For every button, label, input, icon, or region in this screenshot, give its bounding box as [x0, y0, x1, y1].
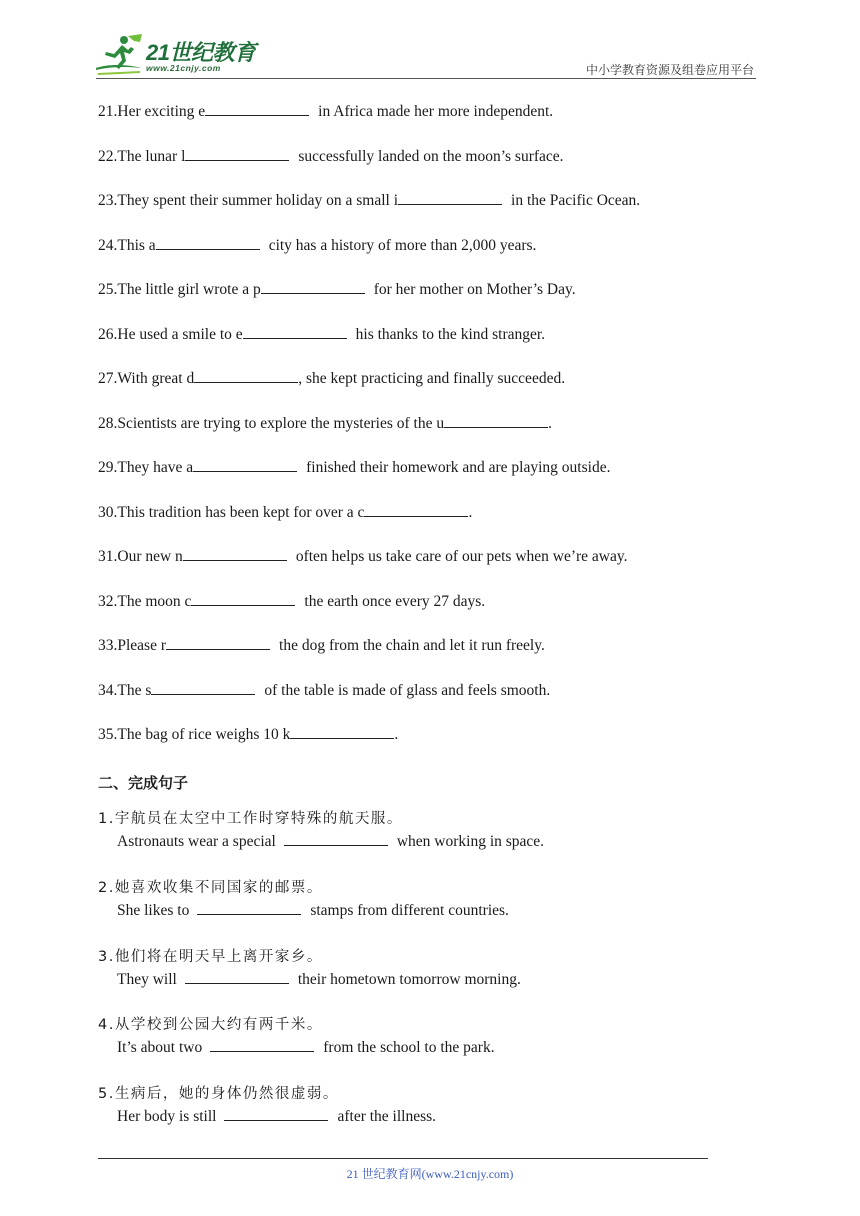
chinese-prompt: 5.生病后，她的身体仍然很虚弱。: [98, 1086, 339, 1103]
chinese-prompt: 1.宇航员在太空中工作时穿特殊的航天服。: [98, 811, 403, 827]
fill-blank-item: [98, 637, 545, 655]
logo-url: www.21cnjy.com: [146, 63, 221, 73]
english-sentence: [117, 902, 509, 920]
answer-blank[interactable]: [156, 237, 260, 250]
runner-logo-icon: [94, 34, 146, 78]
sentence-end: their hometown tomorrow morning.: [297, 970, 521, 988]
fill-blank-item: [98, 726, 398, 744]
question-text-end: .: [468, 503, 473, 521]
question-text-end: .: [394, 726, 399, 743]
fill-blank-item: [98, 504, 472, 522]
sentence-start: They will: [117, 970, 177, 988]
answer-blank[interactable]: [197, 902, 301, 915]
answer-blank[interactable]: [224, 1108, 328, 1121]
question-text-end: in Africa made her more independent.: [318, 103, 554, 120]
fill-blank-item: [98, 459, 610, 477]
sentence-start: She likes to: [117, 901, 190, 919]
section-title: 二、完成句子: [98, 774, 189, 792]
fill-blank-item: [98, 192, 640, 210]
fill-blank-item: [98, 148, 564, 166]
question-text-end: the dog from the chain and let it run freely.: [279, 637, 545, 654]
question-text-end: the earth once every 27 days.: [304, 592, 486, 610]
chinese-prompt: 4.从学校到公园大约有两千米。: [98, 1017, 323, 1034]
question-text: 28.Scientists are trying to explore the mysteries of the u: [98, 414, 445, 432]
question-text-end: finished their homework and are playing outside.: [306, 459, 611, 476]
fill-blank-item: [98, 237, 536, 255]
question-text: 25.The little girl wrote a p: [98, 281, 261, 298]
footer-text: 21 世纪教育网(www.21cnjy.com): [346, 1167, 514, 1181]
question-text: 31.Our new n: [98, 548, 183, 565]
question-text: 33.Please r: [98, 637, 167, 654]
answer-blank[interactable]: [166, 637, 270, 650]
fill-blank-item: [98, 281, 576, 299]
answer-blank[interactable]: [183, 548, 287, 561]
fill-blank-item: [98, 682, 550, 700]
answer-blank[interactable]: [193, 459, 297, 472]
sentence-start: Astronauts wear a special: [117, 833, 276, 850]
answer-blank[interactable]: [261, 281, 365, 294]
question-text-end: city has a history of more than 2,000 years.: [268, 236, 537, 254]
question-text-end: of the table is made of glass and feels smooth.: [264, 681, 551, 699]
answer-blank[interactable]: [185, 148, 289, 161]
answer-blank[interactable]: [243, 326, 347, 339]
question-text: 21.Her exciting e: [98, 103, 206, 120]
fill-blank-item: [98, 326, 545, 344]
english-sentence: [117, 1108, 436, 1126]
question-text: 34.The s: [98, 681, 152, 699]
question-text: 24.This a: [98, 236, 156, 254]
answer-blank[interactable]: [205, 103, 309, 116]
logo: [94, 34, 264, 80]
question-text-end: in the Pacific Ocean.: [511, 192, 641, 209]
header-platform-text: 中小学教育资源及组卷应用平台: [585, 63, 754, 77]
chinese-prompt: 3.他们将在明天早上离开家乡。: [98, 948, 323, 965]
question-text: 32.The moon c: [98, 592, 192, 610]
sentence-end: from the school to the park.: [323, 1039, 495, 1057]
fill-blank-item: [98, 548, 628, 566]
fill-blank-item: [98, 593, 485, 611]
english-sentence: [117, 833, 544, 851]
answer-blank[interactable]: [398, 192, 502, 205]
answer-blank[interactable]: [194, 370, 298, 383]
question-text: 26.He used a smile to e: [98, 325, 243, 343]
question-text: 29.They have a: [98, 459, 194, 476]
page-header: [0, 0, 860, 80]
english-sentence: [117, 971, 521, 989]
answer-blank[interactable]: [210, 1039, 314, 1052]
english-sentence: [117, 1039, 495, 1057]
question-text-end: successfully landed on the moon’s surface.: [298, 147, 564, 165]
answer-blank[interactable]: [151, 682, 255, 695]
sentence-end: after the illness.: [337, 1108, 437, 1126]
chinese-prompt: 2.她喜欢收集不同国家的邮票。: [98, 879, 323, 896]
answer-blank[interactable]: [284, 833, 388, 846]
answer-blank[interactable]: [364, 504, 468, 517]
fill-blank-item: [98, 103, 553, 121]
answer-blank[interactable]: [191, 593, 295, 606]
question-text: 27.With great d: [98, 370, 195, 387]
question-text-end: , she kept practicing and finally succeeded.: [298, 370, 566, 387]
question-text-end: his thanks to the kind stranger.: [355, 325, 546, 343]
answer-blank[interactable]: [444, 415, 548, 428]
footer-divider: [98, 1158, 708, 1159]
header-divider: [96, 78, 756, 79]
question-text: 35.The bag of rice weighs 10 k: [98, 726, 291, 743]
sentence-end: when working in space.: [396, 833, 545, 850]
question-text: 23.They spent their summer holiday on a small i: [98, 192, 399, 209]
question-text-end: for her mother on Mother’s Day.: [373, 281, 576, 298]
question-text: 22.The lunar l: [98, 147, 186, 165]
fill-blank-item: [98, 370, 565, 388]
question-text-end: often helps us take care of our pets when we’re away.: [295, 548, 628, 565]
fill-blank-item: [98, 415, 552, 433]
answer-blank[interactable]: [290, 726, 394, 739]
question-text-end: .: [548, 414, 552, 432]
sentence-start: Her body is still: [117, 1108, 217, 1126]
question-text: 30.This tradition has been kept for over a c: [98, 503, 365, 521]
answer-blank[interactable]: [185, 971, 289, 984]
logo-text: 21世纪教育: [146, 40, 256, 65]
sentence-start: It’s about two: [117, 1039, 203, 1057]
sentence-end: stamps from different countries.: [310, 901, 509, 919]
